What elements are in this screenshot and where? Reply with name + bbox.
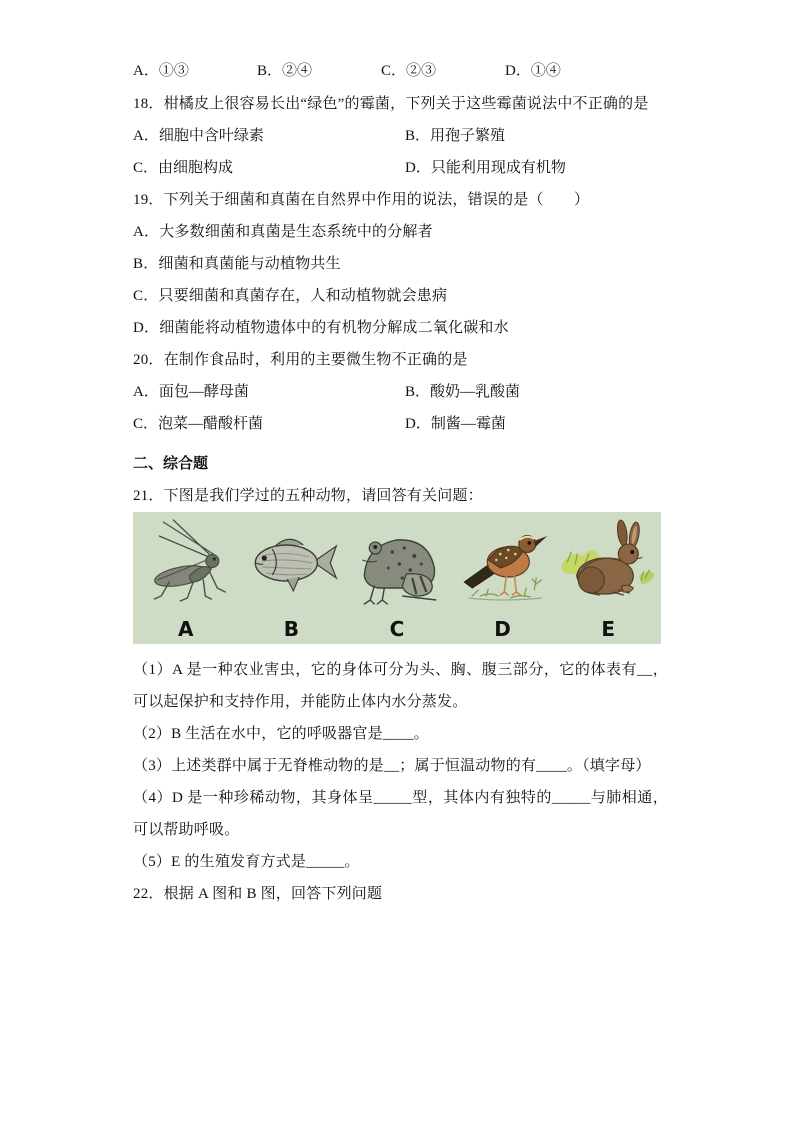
- animal-label: A: [178, 617, 194, 641]
- animal-cell-grasshopper: [133, 512, 239, 644]
- question-21-sub-5: （5）E 的生殖发育方式是_____。: [133, 854, 360, 870]
- question-19-stem: 19．下列关于细菌和真菌在自然界中作用的说法，错误的是（ ）: [133, 192, 590, 208]
- rabbit-illustration: [555, 516, 661, 614]
- question-18-option-b: B．用孢子繁殖: [405, 128, 506, 144]
- question-20-option-b: B．酸奶—乳酸菌: [405, 384, 521, 400]
- question-19-option-d: D．细菌能将动植物遗体中的有机物分解成二氧化碳和水: [133, 320, 509, 336]
- question-18-option-d: D．只能利用现成有机物: [405, 160, 566, 176]
- animal-label: C: [389, 617, 405, 641]
- question-18-options-row-2: [133, 152, 668, 184]
- choice-c: C．②③: [381, 63, 437, 79]
- animal-label: E: [601, 617, 615, 641]
- question-18-option-c: C．由细胞构成: [133, 160, 234, 176]
- question-21-sub-3: （3）上述类群中属于无脊椎动物的是__；属于恒温动物的有____。（填字母）: [133, 758, 651, 774]
- five-animals-figure: [133, 512, 661, 644]
- question-18-stem: 18．柑橘皮上很容易长出“绿色”的霉菌，下列关于这些霉菌说法中不正确的是: [133, 96, 649, 112]
- section-2-heading: 二、综合题: [133, 455, 209, 472]
- question-20-options-row-2: [133, 408, 668, 440]
- choice-a: A．①③: [133, 63, 189, 79]
- animal-label: B: [283, 617, 300, 641]
- question-20-options-row-1: [133, 376, 668, 408]
- question-21-sub-2: （2）B 生活在水中，它的呼吸器官是____。: [133, 726, 429, 742]
- question-19-option-b: B．细菌和真菌能与动植物共生: [133, 256, 341, 272]
- question-18-options-row-1: [133, 120, 668, 152]
- question-20-option-c: C．泡菜—醋酸杆菌: [133, 416, 264, 432]
- question-19-option-c: C．只要细菌和真菌存在，人和动植物就会患病: [133, 288, 448, 304]
- animal-cell-bird: [450, 512, 556, 644]
- animal-cell-fish: [239, 512, 345, 644]
- animal-cell-rabbit: [555, 512, 661, 644]
- question-21-sub-4: （4）D 是一种珍稀动物，其身体呈_____型，其体内有独特的_____与肺相通，可以帮助呼吸。: [133, 790, 668, 838]
- question-22-stem: 22．根据 A 图和 B 图，回答下列问题: [133, 886, 383, 902]
- bird-illustration: [450, 516, 556, 614]
- animal-cell-frog: [344, 512, 450, 644]
- frog-illustration: [344, 516, 450, 614]
- choice-b: B．②④: [257, 63, 313, 79]
- choice-d: D．①④: [505, 63, 561, 79]
- question-21-stem: 21．下图是我们学过的五种动物，请回答有关问题：: [133, 488, 483, 504]
- grasshopper-illustration: [133, 516, 239, 614]
- question-19-option-a: A．大多数细菌和真菌是生态系统中的分解者: [133, 224, 433, 240]
- question-20-option-a: A．面包—酵母菌: [133, 384, 249, 400]
- question-21-sub-1: （1）A 是一种农业害虫，它的身体可分为头、胸、腹三部分，它的体表有__，可以起保护和支持作用，并能防止体内水分蒸发。: [133, 662, 668, 710]
- question-20-stem: 20．在制作食品时，利用的主要微生物不正确的是: [133, 352, 468, 368]
- question-18-option-a: A．细胞中含叶绿素: [133, 128, 264, 144]
- question-20-option-d: D．制酱—霉菌: [405, 416, 506, 432]
- animal-label: D: [494, 617, 511, 641]
- answer-choices-row: [133, 55, 668, 88]
- fish-illustration: [239, 516, 345, 614]
